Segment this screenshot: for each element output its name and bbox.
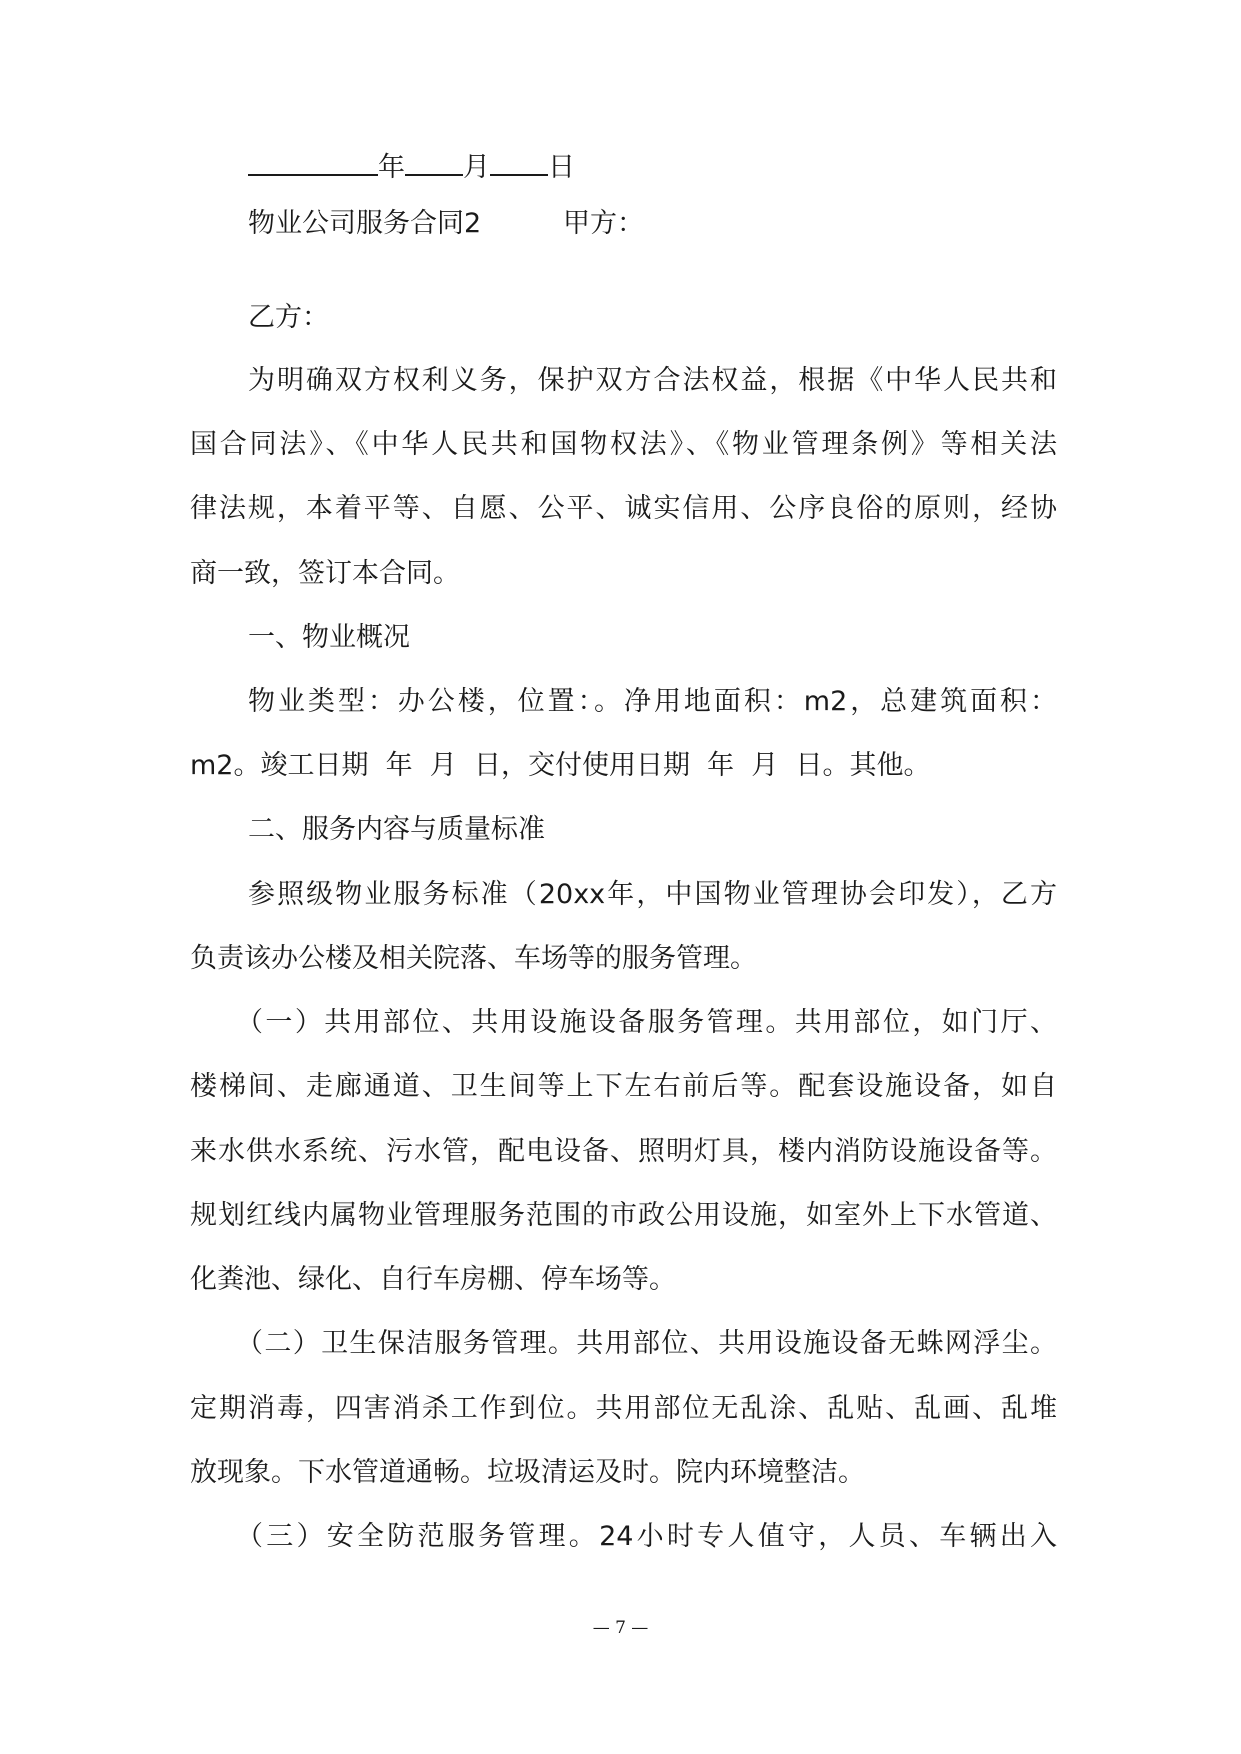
- section2-heading-text: 二、服务内容与质量标准: [248, 814, 545, 845]
- section1-heading-text: 一、物业概况: [248, 622, 410, 653]
- item2-line-1: （二）卫生保洁服务管理。共用部位、共用设施设备无蛛网浮尘。: [236, 1328, 1057, 1359]
- day-label: 日: [548, 152, 575, 183]
- item1-line-3: 来水供水系统、污水管，配电设备、照明灯具，楼内消防设施设备等。: [190, 1136, 1057, 1167]
- section1-line-2: m2。竣工日期 年 月 日，交付使用日期 年 月 日。其他。: [190, 750, 931, 781]
- section2-line-1: 参照级物业服务标准（20xx年，中国物业管理协会印发），乙方: [248, 879, 1057, 910]
- intro-line-3: 律法规，本着平等、自愿、公平、诚实信用、公序良俗的原则，经协: [190, 493, 1057, 524]
- month-label: 月: [463, 152, 490, 183]
- party-b-label: 乙方：: [248, 302, 329, 333]
- month-blank: [405, 146, 463, 176]
- document-title: 物业公司服务合同2: [248, 208, 482, 239]
- item1-line-1: （一）共用部位、共用设施设备服务管理。共用部位，如门厅、: [236, 1007, 1057, 1038]
- year-blank: [248, 146, 378, 176]
- intro-line-4: 商一致，签订本合同。: [190, 558, 460, 589]
- day-blank: [490, 146, 548, 176]
- item2-line-2: 定期消毒，四害消杀工作到位。共用部位无乱涂、乱贴、乱画、乱堆: [190, 1393, 1057, 1424]
- page-number: — 7 —: [592, 1618, 649, 1638]
- item1-line-4: 规划红线内属物业管理服务范围的市政公用设施，如室外上下水管道、: [190, 1200, 1057, 1231]
- section1-line-1: 物业类型：办公楼，位置：。净用地面积：m2，总建筑面积：: [248, 686, 1057, 717]
- party-a-label: 甲方：: [563, 208, 644, 239]
- intro-line-1: 为明确双方权利义务，保护双方合法权益，根据《中华人民共和: [248, 365, 1057, 396]
- section2-line-2: 负责该办公楼及相关院落、车场等的服务管理。: [190, 943, 757, 974]
- year-label: 年: [378, 152, 405, 183]
- intro-line-2: 国合同法》、《中华人民共和国物权法》、《物业管理条例》等相关法: [190, 429, 1057, 460]
- item1-line-5: 化粪池、绿化、自行车房棚、停车场等。: [190, 1264, 676, 1295]
- item3-line-1: （三）安全防范服务管理。24小时专人值守，人员、车辆出入: [236, 1521, 1057, 1552]
- item2-line-3: 放现象。下水管道通畅。垃圾清运及时。院内环境整洁。: [190, 1457, 865, 1488]
- item1-line-2: 楼梯间、走廊通道、卫生间等上下左右前后等。配套设施设备，如自: [190, 1071, 1057, 1102]
